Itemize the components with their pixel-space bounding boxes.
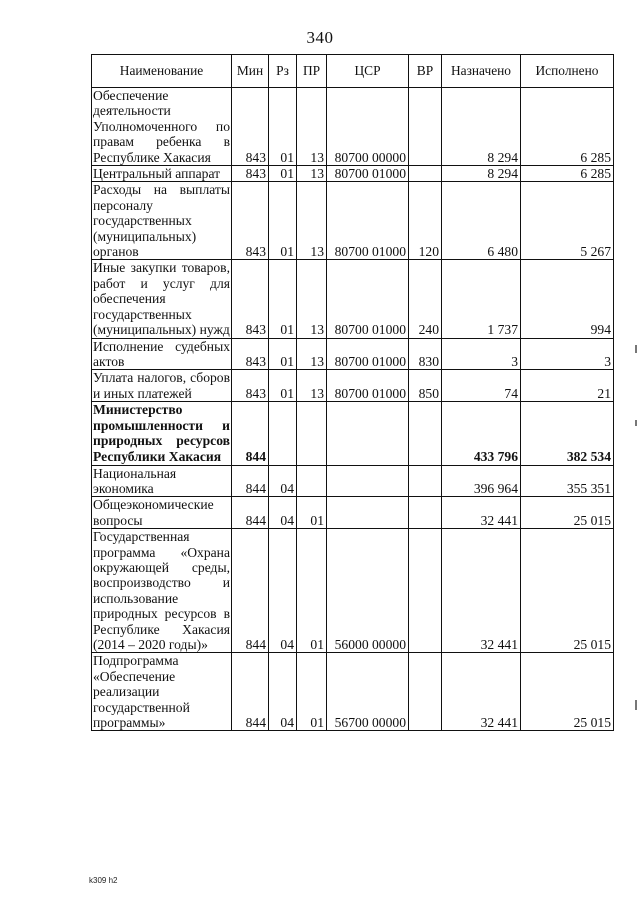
cell-min: 844 <box>232 497 269 529</box>
cell-executed: 21 <box>521 370 614 402</box>
cell-vr <box>409 166 442 182</box>
cell-csr <box>327 402 409 465</box>
scan-edge-mark <box>635 420 637 426</box>
table-row <box>92 653 614 731</box>
header-vr: ВР <box>409 55 442 88</box>
cell-pr: 01 <box>297 653 327 731</box>
cell-vr: 120 <box>409 182 442 260</box>
cell-assigned: 8 294 <box>442 88 521 166</box>
cell-assigned: 32 441 <box>442 497 521 529</box>
cell-name: Общеэкономические вопросы <box>92 497 232 529</box>
cell-name: Центральный аппарат <box>92 166 232 182</box>
cell-executed: 994 <box>521 260 614 338</box>
cell-csr <box>327 465 409 497</box>
cell-executed: 25 015 <box>521 529 614 653</box>
table-body <box>92 88 614 731</box>
cell-csr: 56700 00000 <box>327 653 409 731</box>
cell-min: 843 <box>232 370 269 402</box>
cell-rz: 04 <box>269 497 297 529</box>
cell-assigned: 32 441 <box>442 653 521 731</box>
cell-min: 843 <box>232 88 269 166</box>
cell-csr: 80700 01000 <box>327 338 409 370</box>
cell-vr <box>409 88 442 166</box>
table-row <box>92 370 614 402</box>
cell-rz: 04 <box>269 529 297 653</box>
table-header-row <box>92 55 614 88</box>
cell-rz <box>269 402 297 465</box>
cell-pr <box>297 465 327 497</box>
cell-rz: 01 <box>269 260 297 338</box>
cell-assigned: 32 441 <box>442 529 521 653</box>
cell-rz: 04 <box>269 653 297 731</box>
cell-pr: 13 <box>297 370 327 402</box>
table-row <box>92 260 614 338</box>
cell-executed: 3 <box>521 338 614 370</box>
cell-pr: 01 <box>297 529 327 653</box>
header-rz: Рз <box>269 55 297 88</box>
cell-assigned: 1 737 <box>442 260 521 338</box>
cell-executed: 6 285 <box>521 88 614 166</box>
footer-code: k309 h2 <box>89 876 118 885</box>
cell-name: Министерство промышленности и природных ресурсов Республики Хакасия <box>93 402 230 464</box>
cell-executed: 355 351 <box>521 465 614 497</box>
scan-edge-mark <box>635 700 637 710</box>
cell-assigned: 396 964 <box>442 465 521 497</box>
cell-pr: 01 <box>297 497 327 529</box>
cell-vr: 830 <box>409 338 442 370</box>
cell-min: 844 <box>232 529 269 653</box>
cell-name: Государственная программа «Охрана окружающей среды, воспроизводство и использование природных ресурсов в Республике Хакасия (2014 – 2020 годы)» <box>93 529 230 652</box>
scan-edge-mark <box>635 345 637 353</box>
table-row <box>92 465 614 497</box>
cell-min: 844 <box>232 465 269 497</box>
cell-assigned: 433 796 <box>442 402 521 465</box>
header-csr: ЦСР <box>327 55 409 88</box>
cell-csr: 56000 00000 <box>327 529 409 653</box>
table-row <box>92 182 614 260</box>
header-executed: Исполнено <box>521 55 614 88</box>
cell-csr: 80700 01000 <box>327 166 409 182</box>
cell-executed: 6 285 <box>521 166 614 182</box>
table-row <box>92 402 614 465</box>
cell-executed: 382 534 <box>521 402 614 465</box>
cell-vr: 850 <box>409 370 442 402</box>
cell-csr: 80700 01000 <box>327 182 409 260</box>
budget-table <box>91 54 614 731</box>
cell-min: 844 <box>232 653 269 731</box>
cell-assigned: 6 480 <box>442 182 521 260</box>
cell-rz: 04 <box>269 465 297 497</box>
cell-assigned: 8 294 <box>442 166 521 182</box>
cell-assigned: 3 <box>442 338 521 370</box>
table-row <box>92 338 614 370</box>
cell-min: 843 <box>232 260 269 338</box>
cell-rz: 01 <box>269 166 297 182</box>
cell-name: Обеспечение деятельности Уполномоченного по правам ребенка в Республике Хакасия <box>93 88 230 165</box>
cell-assigned: 74 <box>442 370 521 402</box>
cell-name: Национальная экономика <box>92 465 232 497</box>
cell-pr: 13 <box>297 260 327 338</box>
cell-rz: 01 <box>269 88 297 166</box>
table-row <box>92 166 614 182</box>
cell-min: 843 <box>232 338 269 370</box>
cell-rz: 01 <box>269 182 297 260</box>
cell-pr: 13 <box>297 88 327 166</box>
cell-vr <box>409 497 442 529</box>
cell-name: Расходы на выплаты персоналу государственных (муниципальных) органов <box>93 182 230 260</box>
table-row <box>92 88 614 166</box>
header-assigned: Назначено <box>442 55 521 88</box>
cell-executed: 25 015 <box>521 653 614 731</box>
table-row <box>92 529 614 653</box>
cell-pr: 13 <box>297 338 327 370</box>
cell-rz: 01 <box>269 370 297 402</box>
cell-name: Исполнение судебных актов <box>93 338 230 369</box>
header-name: Наименование <box>92 55 232 88</box>
cell-rz: 01 <box>269 338 297 370</box>
cell-csr <box>327 497 409 529</box>
cell-vr <box>409 402 442 465</box>
cell-csr: 80700 00000 <box>327 88 409 166</box>
cell-executed: 5 267 <box>521 182 614 260</box>
cell-vr: 240 <box>409 260 442 338</box>
cell-name: Подпрограмма «Обеспечение реализации государственной программы» <box>92 653 232 731</box>
cell-min: 843 <box>232 182 269 260</box>
page-number: 340 <box>306 28 334 47</box>
cell-min: 843 <box>232 166 269 182</box>
table-row <box>92 497 614 529</box>
cell-pr: 13 <box>297 182 327 260</box>
cell-name: Уплата налогов, сборов и иных платежей <box>93 370 230 401</box>
cell-pr <box>297 402 327 465</box>
cell-csr: 80700 01000 <box>327 370 409 402</box>
header-min: Мин <box>232 55 269 88</box>
cell-name: Иные закупки товаров, работ и услуг для обеспечения государственных (муниципальных) нужд <box>93 260 230 338</box>
cell-vr <box>409 653 442 731</box>
cell-pr: 13 <box>297 166 327 182</box>
cell-vr <box>409 529 442 653</box>
header-pr: ПР <box>297 55 327 88</box>
cell-csr: 80700 01000 <box>327 260 409 338</box>
cell-executed: 25 015 <box>521 497 614 529</box>
cell-min: 844 <box>232 402 269 465</box>
cell-vr <box>409 465 442 497</box>
